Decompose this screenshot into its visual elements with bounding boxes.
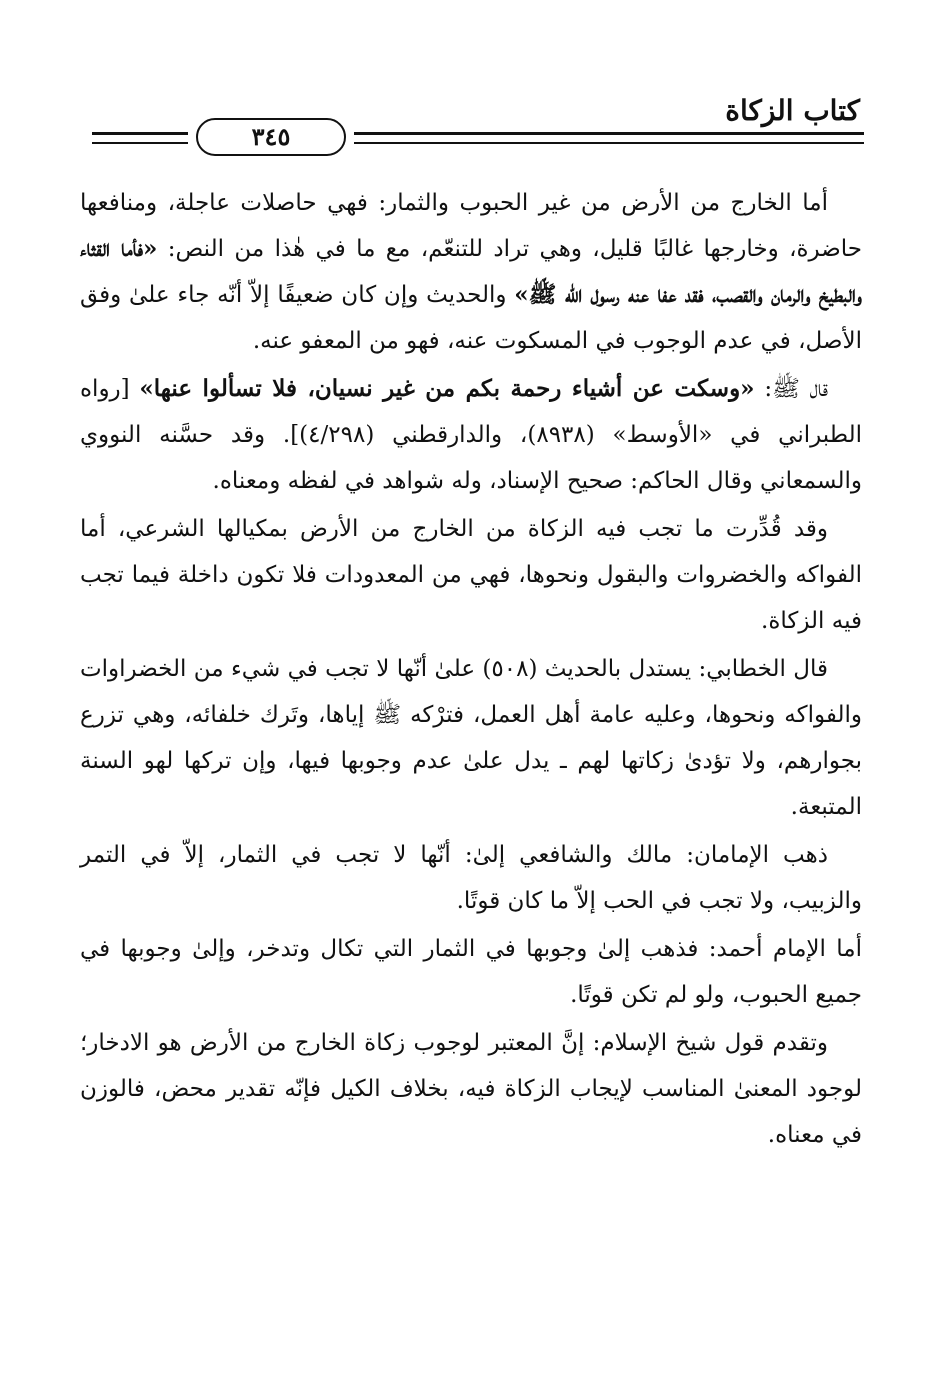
body-text: [80, 180, 862, 1160]
paragraph: [80, 926, 862, 1018]
paragraph: [80, 1020, 862, 1158]
paragraph: [80, 366, 862, 504]
paragraph: [80, 646, 862, 830]
header-rule-line: [92, 132, 188, 135]
hadith-quote: «فأما القثاء والبطيخ والرمان والقصب، فقد عفا عنه رسول الله ﷺ»: [80, 235, 862, 308]
paragraph-text: [رواه الطبراني في «الأوسط» (٨٩٣٨)، والدارقطني (٤/٢٩٨)]. وقد حسَّنه النووي والسمعاني وقال الحاكم: صحيح الإسناد، وله شواهد في لفظه ومعناه.: [80, 376, 863, 494]
hadith-quote: «وسكت عن أشياء رحمة بكم من غير نسيان، فلا تسألوا عنها»: [139, 375, 755, 402]
paragraph-text: قال ﷺ:: [754, 376, 828, 402]
page-number: ٣٤٥: [196, 118, 346, 156]
paragraph-text: ذهب الإمامان: مالك والشافعي إلىٰ: أنّها لا تجب في الثمار، إلاّ في التمر والزبيب، ولا تجب في الحب إلاّ ما كان قوتًا.: [80, 842, 862, 914]
paragraph-text: قال الخطابي: يستدل بالحديث (٥٠٨) علىٰ أنّها لا تجب في شيء من الخضراوات والفواكه ونحوها، وعليه عامة أهل العمل، فترْكه ﷺ إياها، وتَرك خلفائه، وهي تزرع بجوارهم، ولا تؤدىٰ زكاتها لهم ـ يدل علىٰ عدم وجوبها فيها، وإن تركها لهو السنة المتبعة.: [80, 656, 862, 820]
header-rule-line: [354, 142, 864, 144]
header-rule-line: [354, 132, 864, 135]
header-rule: [92, 118, 864, 162]
paragraph-text: أما الخارج من الأرض من غير الحبوب والثمار: فهي حاصلات عاجلة، ومنافعها حاضرة، وخارجها غالبًا قليل، وهي تراد للتنعّم، مع ما في هٰذا من النص:: [80, 190, 862, 262]
paragraph-text: وتقدم قول شيخ الإسلام: إنَّ المعتبر لوجوب زكاة الخارج من الأرض هو الادخار؛ لوجود المعنىٰ المناسب لإيجاب الزكاة فيه، بخلاف الكيل فإنّه تقدير محض، فالوزن في معناه.: [80, 1030, 862, 1148]
paragraph: [80, 180, 862, 364]
paragraph-text: أما الإمام أحمد: فذهب إلىٰ وجوبها في الثمار التي تكال وتدخر، وإلىٰ وجوبها في جميع الحبوب، ولو لم تكن قوتًا.: [80, 936, 862, 1008]
paragraph-text: والحديث وإن كان ضعيفًا إلاّ أنّه جاء علىٰ وفق الأصل، في عدم الوجوب في المسكوت عنه، فهو من المعفو عنه.: [80, 282, 862, 354]
paragraph: [80, 506, 862, 644]
paragraph: [80, 832, 862, 924]
header-rule-line: [92, 142, 188, 144]
paragraph-text: وقد قُدِّرت ما تجب فيه الزكاة من الخارج من الأرض بمكيالها الشرعي، أما الفواكه والخضروات والبقول ونحوها، فهي من المعدودات فلا تكون داخلة فيما تجب فيه الزكاة.: [80, 516, 862, 634]
running-title: كتاب الزكاة: [725, 94, 860, 127]
